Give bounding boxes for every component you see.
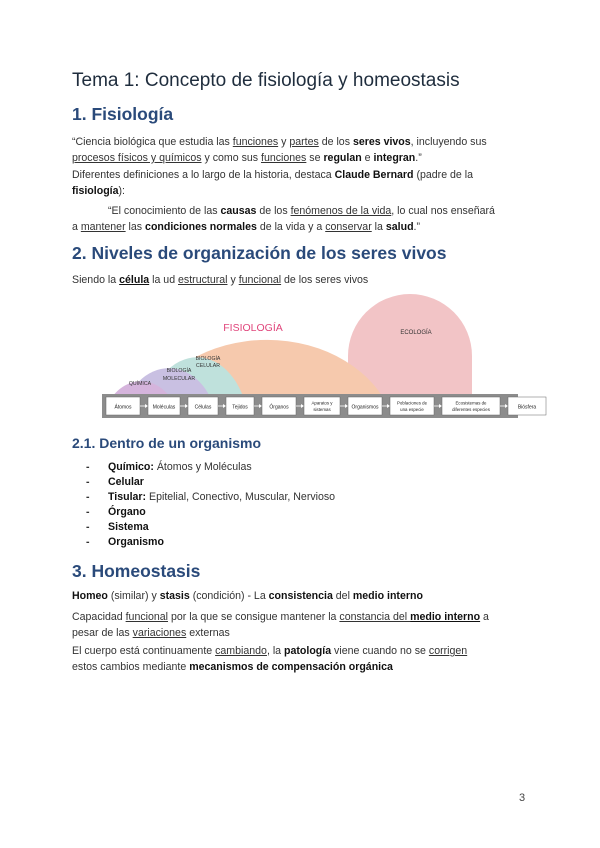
list-item: - Órgano [86, 506, 146, 518]
section-heading-fisiologia: 1. Fisiología [72, 104, 174, 124]
level-label: Células [194, 404, 212, 411]
biologia-celular-label-1: BIOLOGÍA [195, 356, 221, 362]
bernard-quote: “El conocimiento de las causas de los fenómenos de la vida, lo cual nos enseñará a mantener las condiciones normales de la vida y a conservar la salud.” [72, 205, 495, 233]
level-label: sistemas [313, 407, 331, 412]
list-item: - Sistema [86, 521, 149, 533]
level-label: Aparatos y [311, 400, 333, 406]
biologia-molecular-label-1: BIOLOGÍA [166, 368, 192, 374]
level-label: Poblaciones de [396, 400, 428, 406]
level-label: diferentes especies [452, 407, 490, 412]
page-number: 3 [519, 792, 526, 804]
organization-levels-diagram [100, 296, 537, 420]
level-label: Organismos [351, 404, 379, 411]
list-item: - Celular [86, 476, 144, 488]
homeostasis-etymology: Homeo (similar) y stasis (condición) - La consistencia del medio interno [72, 590, 423, 602]
level-label: una especie [400, 407, 424, 412]
organism-levels-list [86, 460, 335, 550]
levels-row [106, 397, 546, 415]
level-label: Moléculas [152, 404, 176, 411]
list-item: - Químico: Átomos y Moléculas [86, 461, 252, 473]
biologia-molecular-label-2: MOLECULAR [162, 376, 196, 382]
bernard-paragraph: Diferentes definiciones a lo largo de la historia, destaca Claude Bernard (padre de la fisiología): [72, 169, 474, 197]
section-heading-niveles: 2. Niveles de organización de los seres vivos [72, 243, 447, 263]
subsection-heading-organismo: 2.1. Dentro de un organismo [72, 435, 262, 451]
section-heading-homeostasis: 3. Homeostasis [72, 561, 201, 581]
level-label: Biósfera [517, 404, 537, 411]
pathology-paragraph: El cuerpo está continuamente cambiando, la patología viene cuando no se corrigen estos cambios mediante mecanismos de compensación orgánica [72, 645, 468, 673]
definition-paragraph: “Ciencia biológica que estudia las funciones y partes de los seres vivos, incluyendo sus procesos físicos y químicos y como sus funciones se regulan e integran.” [72, 136, 487, 164]
homeostasis-definition: Capacidad funcional por la que se consigue mantener la constancia del medio interno a pesar de las variaciones externas [72, 611, 489, 639]
page-title: Tema 1: Concepto de fisiología y homeostasis [72, 70, 460, 91]
ecologia-label: ECOLOGÍA [400, 330, 432, 336]
level-label: Átomos [114, 404, 132, 411]
level-label: Órganos [269, 404, 289, 411]
quimica-label: QUÍMICA [128, 381, 152, 387]
list-item: - Tisular: Epitelial, Conectivo, Muscular, Nervioso [86, 491, 336, 503]
biologia-celular-label-2: CELULAR [196, 363, 220, 369]
level-label: Ecosistemas de [455, 400, 487, 406]
level-label: Tejidos [232, 404, 248, 411]
fisiologia-label: FISIOLOGÍA [223, 322, 283, 334]
list-item: - Organismo [86, 536, 164, 548]
celula-paragraph: Siendo la célula la ud estructural y funcional de los seres vivos [72, 274, 369, 286]
